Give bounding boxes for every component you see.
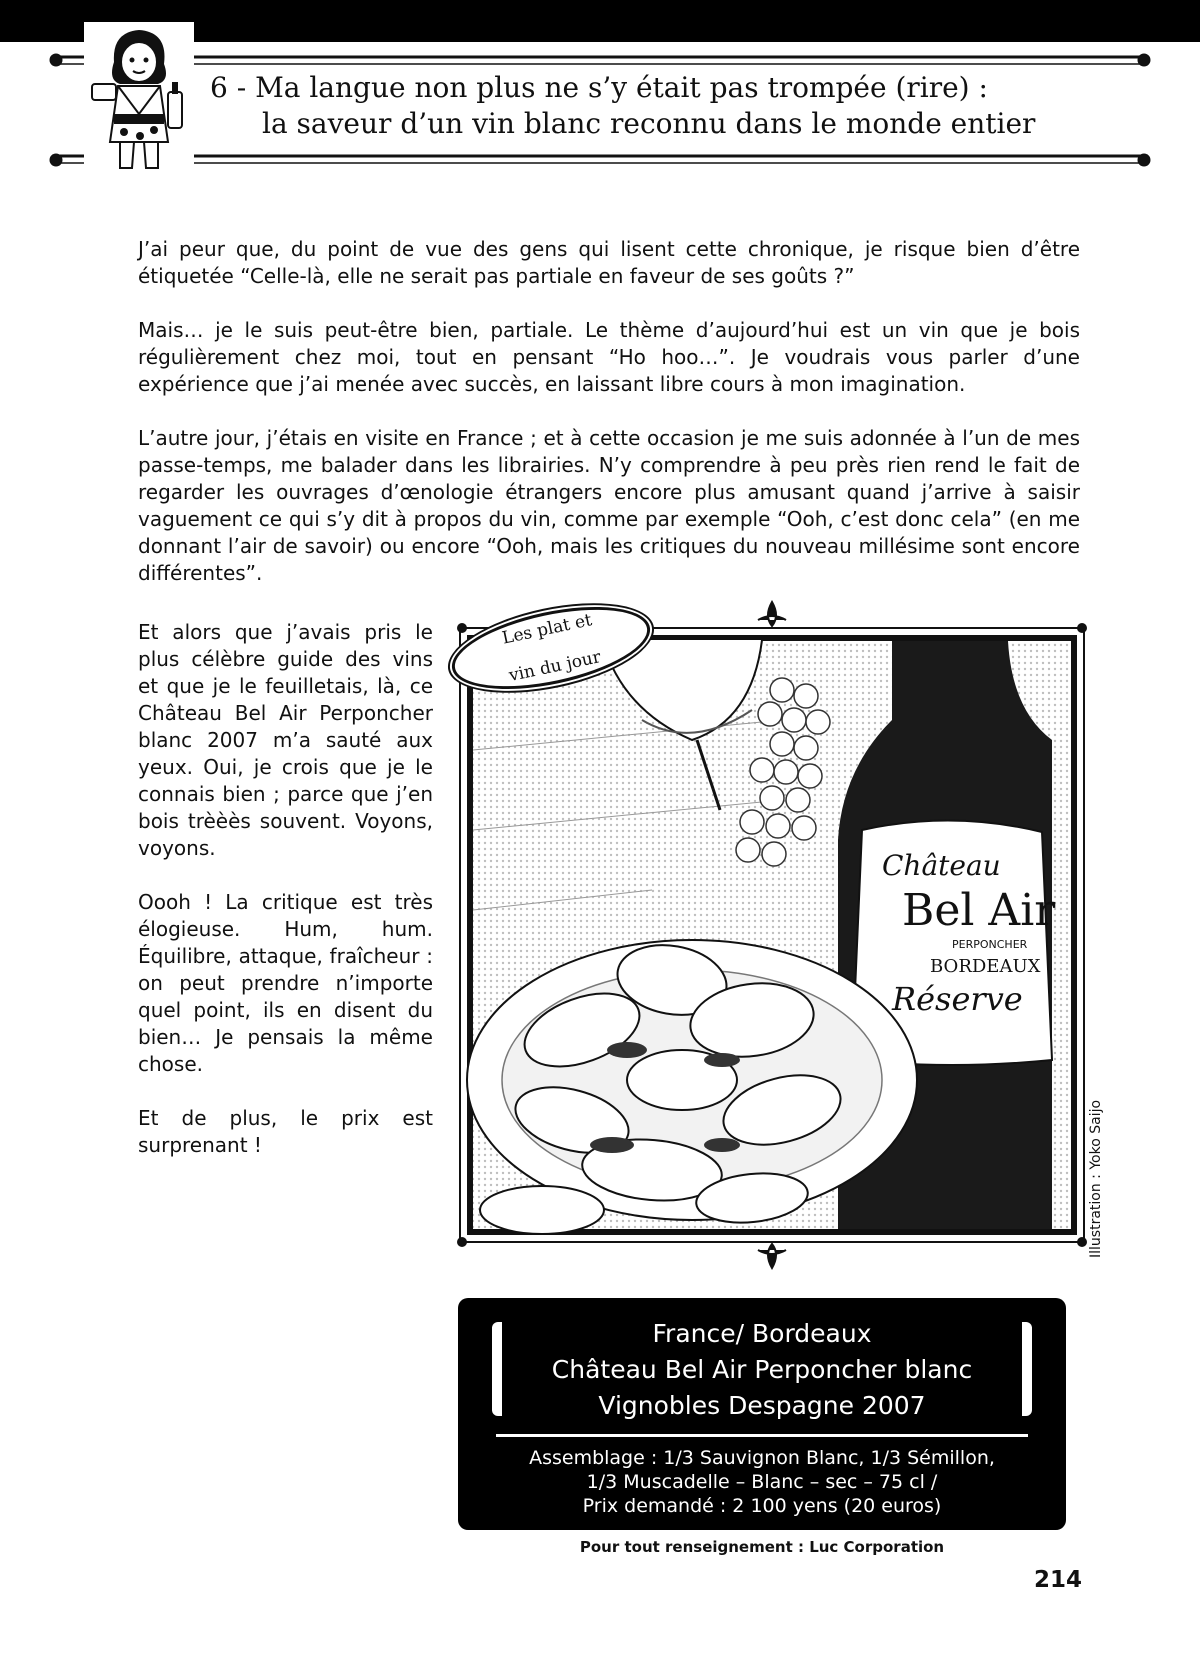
wine-info-panel [458, 1298, 1066, 1530]
contact-info: Pour tout renseignement : Luc Corporation [579, 1538, 945, 1556]
chapter-title-line-2: la saveur d’un vin blanc reconnu dans le monde entier [262, 107, 1036, 140]
illustration-credit: Illustration : Yoko Saijo [1088, 1099, 1104, 1258]
wine-identity [518, 1316, 1006, 1424]
bottle-label-line-2: Bel Air [902, 885, 1056, 936]
wine-and-clams-illustration [452, 600, 1092, 1270]
badge-line-2: vin du jour [507, 646, 603, 686]
wine-region: France/ Bordeaux [652, 1319, 872, 1348]
info-divider [496, 1434, 1028, 1437]
wine-name: Château Bel Air Perponcher blanc [551, 1355, 973, 1384]
wine-details-line-1: Assemblage : 1/3 Sauvignon Blanc, 1/3 Sémillon, [529, 1447, 995, 1469]
side-paragraph-1: Et alors que j’avais pris le plus célèbre guide des vins et que je le feuilletais, là, ce Château Bel Air Perponcher blanc 2007 m’a sauté aux yeux. Oui, je crois que je le connais bien ; parce que j’en bois trèèès souvent. Voyons, voyons. [138, 620, 433, 860]
left-bracket [492, 1322, 502, 1416]
bottle-label-line-4: BORDEAUX [930, 956, 1041, 977]
chapter-title [210, 70, 1110, 142]
chapter-title-line-1: 6 - Ma langue non plus ne s’y était pas trompée (rire) : [210, 71, 988, 104]
wine-details-line-3: Prix demandé : 2 100 yens (20 euros) [582, 1495, 942, 1517]
badge-line-1: Les plat et [500, 609, 594, 649]
article-body [138, 236, 1080, 614]
paragraph-3: L’autre jour, j’étais en visite en France ; et à cette occasion je me suis adonnée à l’un de mes passe-temps, me balader dans les librairies. N’y comprendre à peu près rien rend le fait de regarder les ouvrages d’œnologie étrangers encore plus amusant quand j’arrive à saisir vaguement ce qui s’y dit à propos du vin, comme par exemple “Ooh, c’est donc cela” (en me donnant l’air de savoir) ou encore “Ooh, mais les critiques du nouveau millésime sont encore différentes”. [138, 426, 1080, 585]
bottle-label-line-1: Château [882, 849, 1001, 882]
wine-details-line-2: 1/3 Muscadelle – Blanc – sec – 75 cl / [586, 1471, 938, 1493]
right-bracket [1022, 1322, 1032, 1416]
bottle-label-line-5: Réserve [892, 980, 1023, 1018]
side-paragraph-3: Et de plus, le prix est surprenant ! [138, 1106, 433, 1157]
article-side-column [138, 619, 433, 1186]
wine-producer: Vignobles Despagne 2007 [598, 1391, 926, 1420]
paragraph-2: Mais… je le suis peut-être bien, partiale. Le thème d’aujourd’hui est un vin que je bois régulièrement chez moi, tout en pensant “Ho hoo…”. Je voudrais vous parler d’une expérience que j’ai menée avec succès, en laissant libre cours à mon imagination. [138, 318, 1080, 396]
bottle-label-line-3: PERPONCHER [952, 938, 1028, 951]
page-number: 214 [1033, 1567, 1082, 1593]
mascot-girl-illustration [84, 22, 194, 172]
side-paragraph-2: Oooh ! La critique est très élogieuse. Hum, hum. Équilibre, attaque, fraîcheur : on peut prendre n’importe quel point, ils en disent du bien… Je pensais la même chose. [138, 890, 433, 1076]
paragraph-1: J’ai peur que, du point de vue des gens qui lisent cette chronique, je risque bien d’être étiquetée “Celle-là, elle ne serait pas partiale en faveur de ses goûts ?” [138, 237, 1080, 288]
wine-details [488, 1446, 1036, 1518]
